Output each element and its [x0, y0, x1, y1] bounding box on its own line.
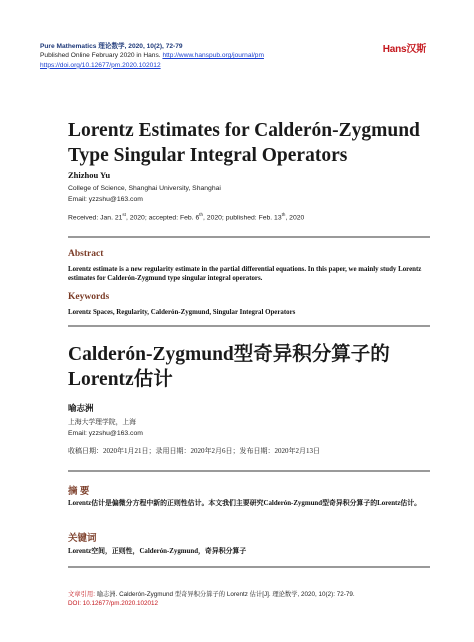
citation-text: 喻志洲. Calderón-Zygmund 型奇异积分算子的 Lorentz 估计[J]. 理论数学, 2020, 10(2): 72-79. [96, 591, 355, 598]
keywords-text: Lorentz Spaces, Regularity, Calderón-Zygmund, Singular Integral Operators [68, 309, 296, 316]
abstract-text: Lorentz estimate is a new regularity estimate in the partial differential equations. In this paper, we mainly study Lorentz estimates for Calderón-Zygmund type singular integral operators. [68, 266, 422, 283]
cn-keywords-text: Lorentz空间，正则性，Calderón-Zygmund，奇异积分算子 [68, 548, 247, 555]
published-prefix: Published Online February 2020 in Hans. [40, 52, 163, 60]
citation-line [68, 590, 355, 599]
received-sup-3: th [281, 212, 286, 217]
chinese-email: Email: yzzshu@163.com [68, 429, 143, 437]
received-sup-2: th [199, 212, 204, 217]
received-text-3: , 2020; published: Feb. 13 [203, 214, 282, 222]
citation-block [68, 590, 355, 608]
abstract-divider-top [68, 236, 430, 238]
citation-doi[interactable]: DOI: 10.12677/pm.2020.102012 [68, 600, 158, 608]
cn-abstract-heading: 摘 要 [68, 487, 90, 497]
published-line [40, 51, 264, 60]
journal-line: Pure Mathematics 理论数学, 2020, 10(2), 72-79 [40, 43, 183, 50]
chinese-affiliation-block [68, 418, 143, 439]
received-text-1: Received: Jan. 21 [68, 214, 123, 222]
english-title: Lorentz Estimates for Calderón-Zygmund Type Singular Integral Operators [68, 120, 420, 166]
abstract-divider-bottom [68, 325, 430, 327]
english-email: Email: yzzshu@163.com [68, 195, 143, 203]
cn-abstract-divider-top [68, 470, 430, 472]
chinese-title: Calderón-Zygmund型奇异积分算子的Lorentz估计 [68, 344, 390, 390]
english-affiliation: College of Science, Shanghai University, Shanghai [68, 185, 221, 192]
hans-logo: Hans汉斯 [382, 44, 426, 55]
doi-link[interactable]: https://doi.org/10.12677/pm.2020.102012 [40, 61, 161, 69]
english-received-dates [68, 212, 304, 221]
cn-abstract-text: Lorentz估计是偏微分方程中新的正则性估计。本文我们主要研究Calderón-Zygmund型奇异积分算子的Lorentz估计。 [68, 500, 422, 507]
chinese-received-dates: 收稿日期：2020年1月21日；录用日期：2020年2月6日；发布日期：2020年2月13日 [68, 447, 320, 455]
received-sup-1: st [122, 212, 126, 217]
citation-label: 文章引用: [68, 591, 97, 598]
english-affiliation-block [68, 184, 221, 205]
received-text-4: , 2020 [285, 214, 305, 222]
english-author: Zhizhou Yu [68, 170, 111, 180]
journal-url-link[interactable]: http://www.hanspub.org/journal/pm [162, 52, 264, 60]
chinese-affiliation: 上海大学理学院，上海 [68, 419, 136, 426]
keywords-heading: Keywords [68, 292, 110, 302]
cn-keywords-heading: 关键词 [68, 534, 97, 544]
journal-header [40, 42, 264, 70]
chinese-author: 喻志洲 [68, 403, 94, 413]
received-text-2: , 2020; accepted: Feb. 6 [125, 214, 200, 222]
abstract-heading: Abstract [68, 249, 104, 259]
cn-abstract-divider-bottom [68, 566, 430, 568]
